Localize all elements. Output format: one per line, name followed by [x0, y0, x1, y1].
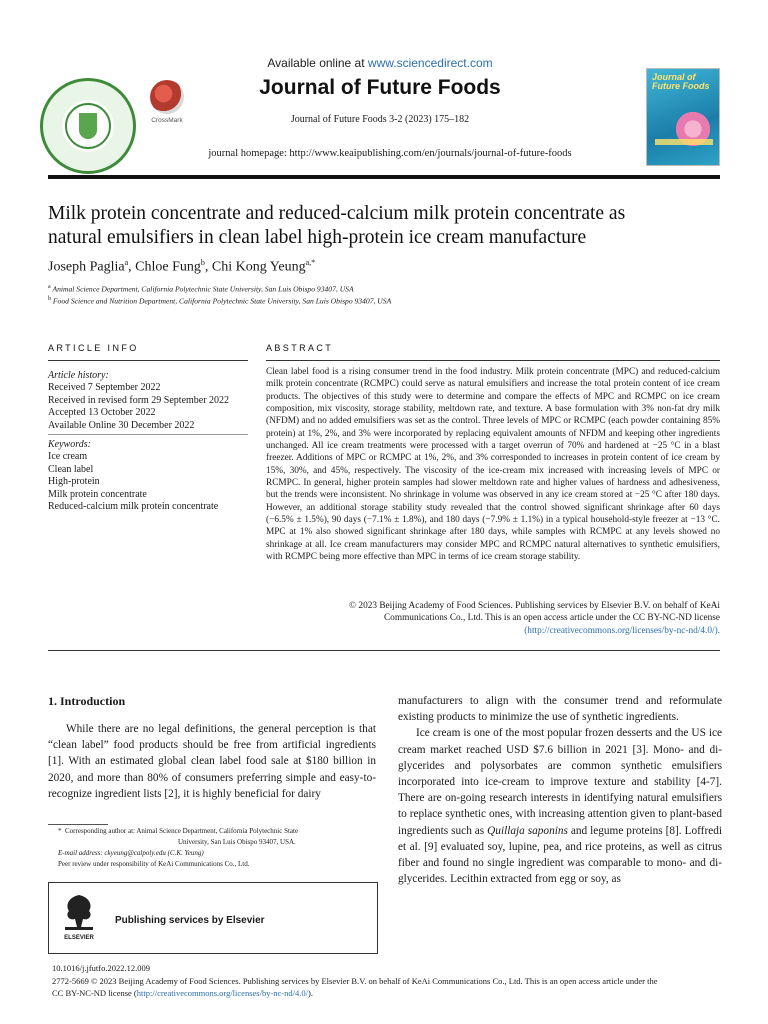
- license-line: CC BY-NC-ND license (http://creativecommons.org/licenses/by-nc-nd/4.0/).: [52, 988, 313, 998]
- affiliation: $^b$ Food Science and Nutrition Department, California Polytechnic State University, San Luis Obispo 93407, USA: [48, 296, 392, 306]
- journal-citation: Journal of Future Foods 3-2 (2023) 175–182: [290, 114, 470, 125]
- academy-seal-logo: [40, 78, 136, 174]
- abstract-text: Clean label food is a rising consumer trend in the food industry. Milk protein concentrate (MPC) and reduced-calcium milk protein concentrate (RCMPC) could serve as natural emulsifiers and increase the total protein content of ice cream products. The objectives of this study were to determine and compare the effects of MPC and RCMPC on ice cream composition, mix viscosity, storage stability, meltdown rate, and texture. A base formulation with 3% non-fat dry milk (NFDM) and no added emulsifiers was set as the control. Three levels of MPC or RCMPC (each powder containing 85% protein) at 1%, 2%, and 3% were incorporated by replacing equivalent amounts of NFDM and keeping other ingredients unchanged. All ice cream treatments were processed with a target overrun of 70% and hardened at −25 °C in a blast freezer. Additions of MPC or RCMPC at 1%, 2%, and 3% corresponded to increases in protein content of ice cream by 15%, 30%, and 45%, respectively. The viscosity of the ice-cream mix increased with increasing levels of MPC or RCMPC. In general, higher protein samples had slower meltdown rate and higher values of hardness and adhesiveness, but the trends were inconsistent. No shrinkage in volume was observed in any ice cream stored at −25 °C after 180 days. However, an additional storage stability study revealed that the control showed significant shrinkage after 60 days (−6.5% ± 1.5%), 90 days (−7.1% ± 1.8%), and 180 days (−7.9% ± 1.1%) in a typical household-style freezer at −13 °C. MPC at 1% also showed significant shrinkage after 180 days, while samples with RCMPC at any levels showed no shrinkage at all. Ice cream manufacturers may consider MPC and RCMPC natural alternatives to synthetic emulsifiers, with RCMPC being more effective than MPC in terms of ice cream storage stability.: [266, 367, 720, 563]
- elsevier-tree-icon: [61, 891, 97, 933]
- email-address[interactable]: E-mail address: ckyeung@calpoly.edu (C.K. Yeung): [58, 849, 204, 857]
- author-name[interactable]: Chi Kong Yeung: [211, 259, 306, 275]
- crossmark-label: CrossMark: [151, 117, 183, 124]
- keywords-divider: [48, 434, 248, 435]
- header-divider: [48, 175, 720, 179]
- keyword: Reduced-calcium milk protein concentrate: [48, 501, 219, 513]
- keyword: Milk protein concentrate: [48, 488, 147, 500]
- abstract-divider: [266, 360, 720, 361]
- abstract-label: ABSTRACT: [266, 343, 334, 353]
- sciencedirect-link[interactable]: www.sciencedirect.com: [367, 56, 493, 70]
- article-history: Article history: Received 7 September 2022 Received in revised form 29 September 2022 Accepted 13 October 2022 Available Online 30 December 2022: [48, 370, 230, 431]
- publishing-services: Publishing services by Elsevier: [115, 915, 265, 926]
- keyword: Clean label: [48, 463, 94, 475]
- doi[interactable]: 10.1016/j.jfutfo.2022.12.009: [52, 963, 150, 973]
- crossmark-icon[interactable]: [150, 80, 184, 114]
- info-divider: [48, 360, 248, 361]
- cover-title: Journal of Future Foods: [652, 72, 710, 91]
- journal-cover-image: [646, 68, 720, 166]
- body-left-column: While there are no legal definitions, the general perception is that “clean label” food products should be free from artificial ingredients [1]. With an estimated global clean label food sale at $180 billion in 2020, and more than 80% of consumers preferring simple and easy-to-recognize ingredient lists [2], it is highly beneficial for dairy: [48, 723, 376, 800]
- journal-title: Journal of Future Foods: [259, 76, 501, 99]
- body-right-column: manufacturers to align with the consumer trend and reformulate existing products to minimize the use of synthetic ingredients. Ice cream is one of the most popular frozen desserts and the US ice cream market reached USD $7.6 billion in 2021 [3]. Mono- and di-glycerides and polysorbates are common synthetic emulsifiers incorporated into ice-cream to improve texture and stability [4-7]. There are on-going research interests in identifying natural emulsifiers to replace synthetic ones, with increasing attention given to plant-based ingredients such as Quillaja saponins and legume proteins [8]. Loffredi et al. [9] evaluated soy, lupine, pea, and rice proteins, as well as citrus fiber and found no single ingredient was comparable to mono- and di-glycerides. Lecithin extracted from egg or soy, as: [398, 695, 723, 886]
- keyword: High-protein: [48, 476, 100, 488]
- license-line: 2772-5669 © 2023 Beijing Academy of Food Sciences. Publishing services by Elsevier B.V. on behalf of KeAi Communications Co., Ltd. This is an open access article under the: [52, 976, 658, 986]
- abstract-bottom-divider: [48, 650, 720, 651]
- affiliation: $^a$ Animal Science Department, California Polytechnic State University, San Luis Obispo 93407, USA: [48, 284, 354, 294]
- publisher-box: [48, 882, 378, 954]
- section-heading: 1. Introduction: [48, 694, 126, 708]
- footnote: * Corresponding author at: Animal Science Department, California Polytechnic State University, San Luis Obispo 93407, USA. E-mail address: ckyeung@calpoly.edu (C.K. Yeung) Peer review under responsibility of KeAi Communications Co., Ltd.: [58, 826, 378, 870]
- article-title: Milk protein concentrate and reduced-calcium milk protein concentrate as natural emulsifiers in clean label high-protein ice cream manufacture: [48, 203, 626, 248]
- license-url[interactable]: http://creativecommons.org/licenses/by-nc-nd/4.0/: [136, 988, 308, 998]
- elsevier-wordmark: ELSEVIER: [64, 935, 94, 941]
- author-name[interactable]: Chloe Fung: [135, 259, 201, 275]
- copyright-notice: © 2023 Beijing Academy of Food Sciences. Publishing services by Elsevier B.V. on behalf of KeAi Communications Co., Ltd. This is an open access article under the CC BY-NC-ND license (http://creativecommons.org/licenses/by-nc-nd/4.0/).: [300, 600, 720, 637]
- footnote-divider: [48, 824, 108, 825]
- author-name[interactable]: Joseph Paglia: [48, 259, 125, 275]
- available-online: Available online at www.sciencedirect.com: [267, 56, 493, 70]
- author-list: Joseph Paglia$^a$, Chloe Fung$^b$, Chi Kong Yeung$^{a,*}$: [48, 258, 316, 275]
- keywords: Keywords: Ice cream Clean label High-protein Milk protein concentrate Reduced-calcium milk protein concentrate: [48, 439, 248, 513]
- journal-homepage[interactable]: journal homepage: http://www.keaipublishing.com/en/journals/journal-of-future-foods: [208, 148, 572, 159]
- license-link[interactable]: (http://creativecommons.org/licenses/by-nc-nd/4.0/).: [524, 625, 720, 636]
- article-info-label: ARTICLE INFO: [48, 343, 139, 353]
- keyword: Ice cream: [48, 451, 88, 463]
